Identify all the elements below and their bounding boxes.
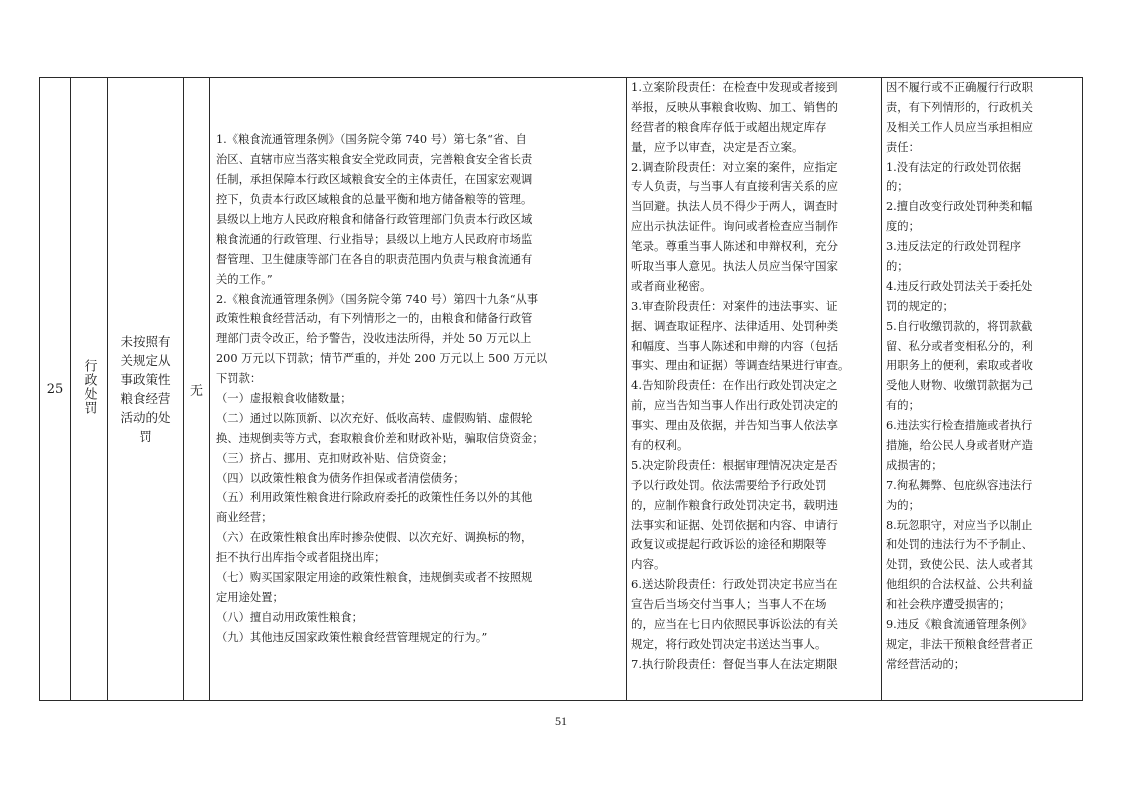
basis-line: 治区、直辖市应当落实粮食安全党政同责，完善粮食安全省长责	[216, 153, 533, 167]
basis-line: 理部门责令改正，给予警告，没收违法所得，并处 50 万元以上	[216, 332, 532, 346]
table-row	[40, 78, 1083, 701]
basis-line: 下罚款：	[216, 372, 262, 386]
liability-line: 4.违反行政处罚法关于委托处	[886, 279, 1033, 293]
liability-line: 规定，非法干预粮食经营者正	[886, 637, 1033, 651]
basis-line: 换、违规倒卖等方式，套取粮食价差和财政补贴，骗取信贷资金；	[216, 431, 544, 445]
item-name-line: 活动的处	[120, 410, 171, 425]
responsibility-line: 据、调查取证程序、法律适用、处罚种类	[631, 318, 838, 333]
responsibility-line: 有的权利。	[631, 438, 689, 453]
liability-line: 和社会秩序遭受损害的；	[886, 598, 1011, 612]
item-name-line: 粮食经营	[120, 391, 171, 406]
sub-item-cell	[184, 78, 210, 701]
responsibility-line: 的，应当在七日内依照民事诉讼法的有关	[631, 617, 838, 632]
basis-line: 县级以上地方人民政府粮食和储备行政管理部门负责本行政区域	[216, 212, 533, 226]
responsibility-line: 前，应当告知当事人作出行政处罚决定的	[631, 398, 838, 413]
responsibility-line: 的，应制作粮食行政处罚决定书，载明违	[631, 497, 838, 512]
liability-line: 8.玩忽职守，对应当予以制止	[886, 518, 1033, 532]
responsibility-line: 笔录。尊重当事人陈述和申辩权利，充分	[631, 239, 838, 254]
liability-line: 度的；	[886, 220, 920, 234]
liability-line: 他组织的合法权益、公共利益	[886, 578, 1033, 592]
liability-line: 1.没有法定的行政处罚依据	[886, 160, 1022, 174]
basis-line: 督管理、卫生健康等部门在各自的职责范围内负责与粮食流通有	[216, 252, 533, 266]
liability-line: 措施，给公民人身或者财产造	[886, 439, 1033, 453]
responsibility-line: 应出示执法证件。询问或者检查应当制作	[631, 219, 838, 234]
legal-basis-text	[216, 130, 620, 647]
responsibility-line: 1.立案阶段责任：在检查中发现或者接到	[631, 80, 838, 94]
liability-line: 因不履行或不正确履行行政职	[886, 81, 1033, 94]
liability-line: 3.违反法定的行政处罚程序	[886, 240, 1022, 254]
sub-item: 无	[189, 383, 203, 399]
item-name-line: 罚	[139, 429, 152, 444]
liability-line: 的；	[886, 260, 909, 274]
liability-line: 罚的规定的；	[886, 299, 954, 313]
liability-line: 为的；	[886, 498, 920, 512]
liability-line: 6.违法实行检查措施或者执行	[886, 419, 1033, 433]
responsibility-line: 规定，将行政处罚决定书送达当事人。	[631, 636, 827, 651]
basis-line: （七）购买国家限定用途的政策性粮食，违规倒卖或者不按照规	[216, 571, 533, 585]
category-cell	[71, 78, 108, 701]
responsibility-line: 4.告知阶段责任：在作出行政处罚决定之	[631, 378, 838, 393]
responsibility-line: 3.审查阶段责任：对案件的违法事实、证	[631, 298, 838, 313]
basis-line: 定用途处置；	[216, 590, 284, 604]
responsibility-line: 内容。	[631, 557, 666, 572]
basis-line: （一）虚报粮食收储数量；	[216, 392, 352, 405]
responsibility-line: 举报，反映从事粮食收购、加工、销售的	[631, 99, 838, 114]
basis-line: 控下，负责本行政区域粮食的总量平衡和地方储备粮等的管理。	[216, 193, 533, 207]
liability-line: 用职务上的便利，索取或者收	[886, 359, 1033, 373]
basis-line: （二）通过以陈顶新、以次充好、低收高转、虚假购销、虚假轮	[216, 411, 533, 425]
liability-line: 2.擅自改变行政处罚种类和幅	[886, 200, 1033, 214]
item-number: 25	[46, 381, 64, 397]
liability-line: 5.自行收缴罚款的，将罚款截	[886, 319, 1033, 333]
power-list-table	[39, 77, 1083, 701]
responsibility-line: 宣告后当场交付当事人；当事人不在场	[631, 597, 827, 612]
responsibility-text	[631, 78, 877, 675]
basis-line: （三）挤占、挪用、克扣财政补贴、信贷资金；	[216, 451, 454, 465]
item-name-line: 关规定从	[120, 353, 171, 368]
basis-line: 拒不执行出库指令或者阻挠出库；	[216, 551, 386, 565]
liability-line: 有的；	[886, 399, 920, 413]
power-category: 行政处罚	[81, 359, 97, 415]
liability-line: 常经营活动的；	[886, 657, 966, 671]
responsibility-line: 听取当事人意见。执法人员应当保守国家	[631, 259, 838, 274]
liability-line: 及相关工作人员应当承担相应	[886, 120, 1033, 134]
liability-line: 受他人财物、收缴罚款据为己	[886, 379, 1033, 393]
responsibility-line: 法事实和证据、处罚依据和内容、申请行	[631, 517, 838, 532]
liability-line: 留、私分或者变相私分的，利	[886, 339, 1033, 353]
basis-line: 1.《粮食流通管理条例》（国务院令第 740 号）第七条“省、自	[216, 133, 527, 147]
responsibility-line: 5.决定阶段责任：根据审理情况决定是否	[631, 457, 838, 472]
item-number-cell	[40, 78, 71, 701]
item-name-line: 事政策性	[120, 372, 171, 387]
responsibility-line: 政复议或提起行政诉讼的途径和期限等	[631, 537, 827, 552]
basis-line: 商业经营；	[216, 511, 273, 525]
basis-line: 关的工作。”	[216, 272, 273, 286]
basis-line: 200 万元以下罚款；情节严重的，并处 200 万元以上 500 万元以	[216, 352, 548, 366]
basis-line: 政策性粮食经营活动，有下列情形之一的，由粮食和储备行政管	[216, 312, 533, 326]
liability-line: 责，有下列情形的，行政机关	[886, 100, 1033, 114]
responsibility-line: 或者商业秘密。	[631, 278, 712, 293]
basis-line: （五）利用政策性粮食进行除政府委托的政策性任务以外的其他	[216, 491, 533, 505]
basis-line: （六）在政策性粮食出库时掺杂使假、以次充好、调换标的物，	[216, 531, 533, 545]
basis-line: （四）以政策性粮食为债务作担保或者清偿债务；	[216, 471, 465, 485]
basis-line: 2.《粮食流通管理条例》（国务院令第 740 号）第四十九条“从事	[216, 292, 539, 306]
responsibility-line: 事实、理由和证据）等调查结果进行审查。	[631, 358, 850, 373]
liability-line: 7.徇私舞弊、包庇纵容违法行	[886, 478, 1033, 492]
liability-text	[886, 78, 1078, 675]
responsibility-line: 7.执行阶段责任：督促当事人在法定期限	[631, 656, 838, 671]
responsibility-line: 6.送达阶段责任：行政处罚决定书应当在	[631, 577, 838, 592]
responsibility-line: 和幅度、当事人陈述和申辩的内容（包括	[631, 338, 838, 353]
liability-line: 处罚，致使公民、法人或者其	[886, 558, 1033, 572]
responsibility-line: 量，应予以审查，决定是否立案。	[631, 139, 804, 154]
responsibility-line: 经营者的粮食库存低于或超出规定库存	[631, 119, 827, 134]
page-number: 51	[555, 714, 567, 728]
basis-line: 任制，承担保障本行政区域粮食安全的主体责任，在国家宏观调	[216, 173, 533, 187]
basis-line: 粮食流通的行政管理、行业指导；县级以上地方人民政府市场监	[216, 232, 533, 246]
liability-line: 责任：	[886, 140, 920, 154]
basis-line: （九）其他违反国家政策性粮食经营管理规定的行为。”	[216, 630, 488, 644]
responsibility-line: 予以行政处罚。依法需要给予行政处罚	[631, 477, 827, 492]
basis-line: （八）擅自动用政策性粮食；	[216, 610, 363, 624]
item-name-line: 未按照有	[120, 334, 171, 349]
responsibility-line: 专人负责，与当事人有直接利害关系的应	[631, 179, 838, 194]
responsibility-line: 当回避。执法人员不得少于两人，调查时	[631, 199, 838, 214]
responsibility-cell	[627, 78, 882, 701]
liability-line: 成损害的；	[886, 458, 943, 472]
liability-line: 9.违反《粮食流通管理条例》	[886, 618, 1033, 632]
legal-basis-cell	[210, 78, 627, 701]
responsibility-line: 事实、理由及依据，并告知当事人依法享	[631, 418, 838, 433]
liability-cell	[882, 78, 1083, 701]
responsibility-line: 2.调查阶段责任：对立案的案件，应指定	[631, 159, 838, 174]
liability-line: 和处罚的违法行为不予制止、	[886, 538, 1033, 552]
item-name-cell	[108, 78, 184, 701]
liability-line: 的；	[886, 180, 909, 194]
